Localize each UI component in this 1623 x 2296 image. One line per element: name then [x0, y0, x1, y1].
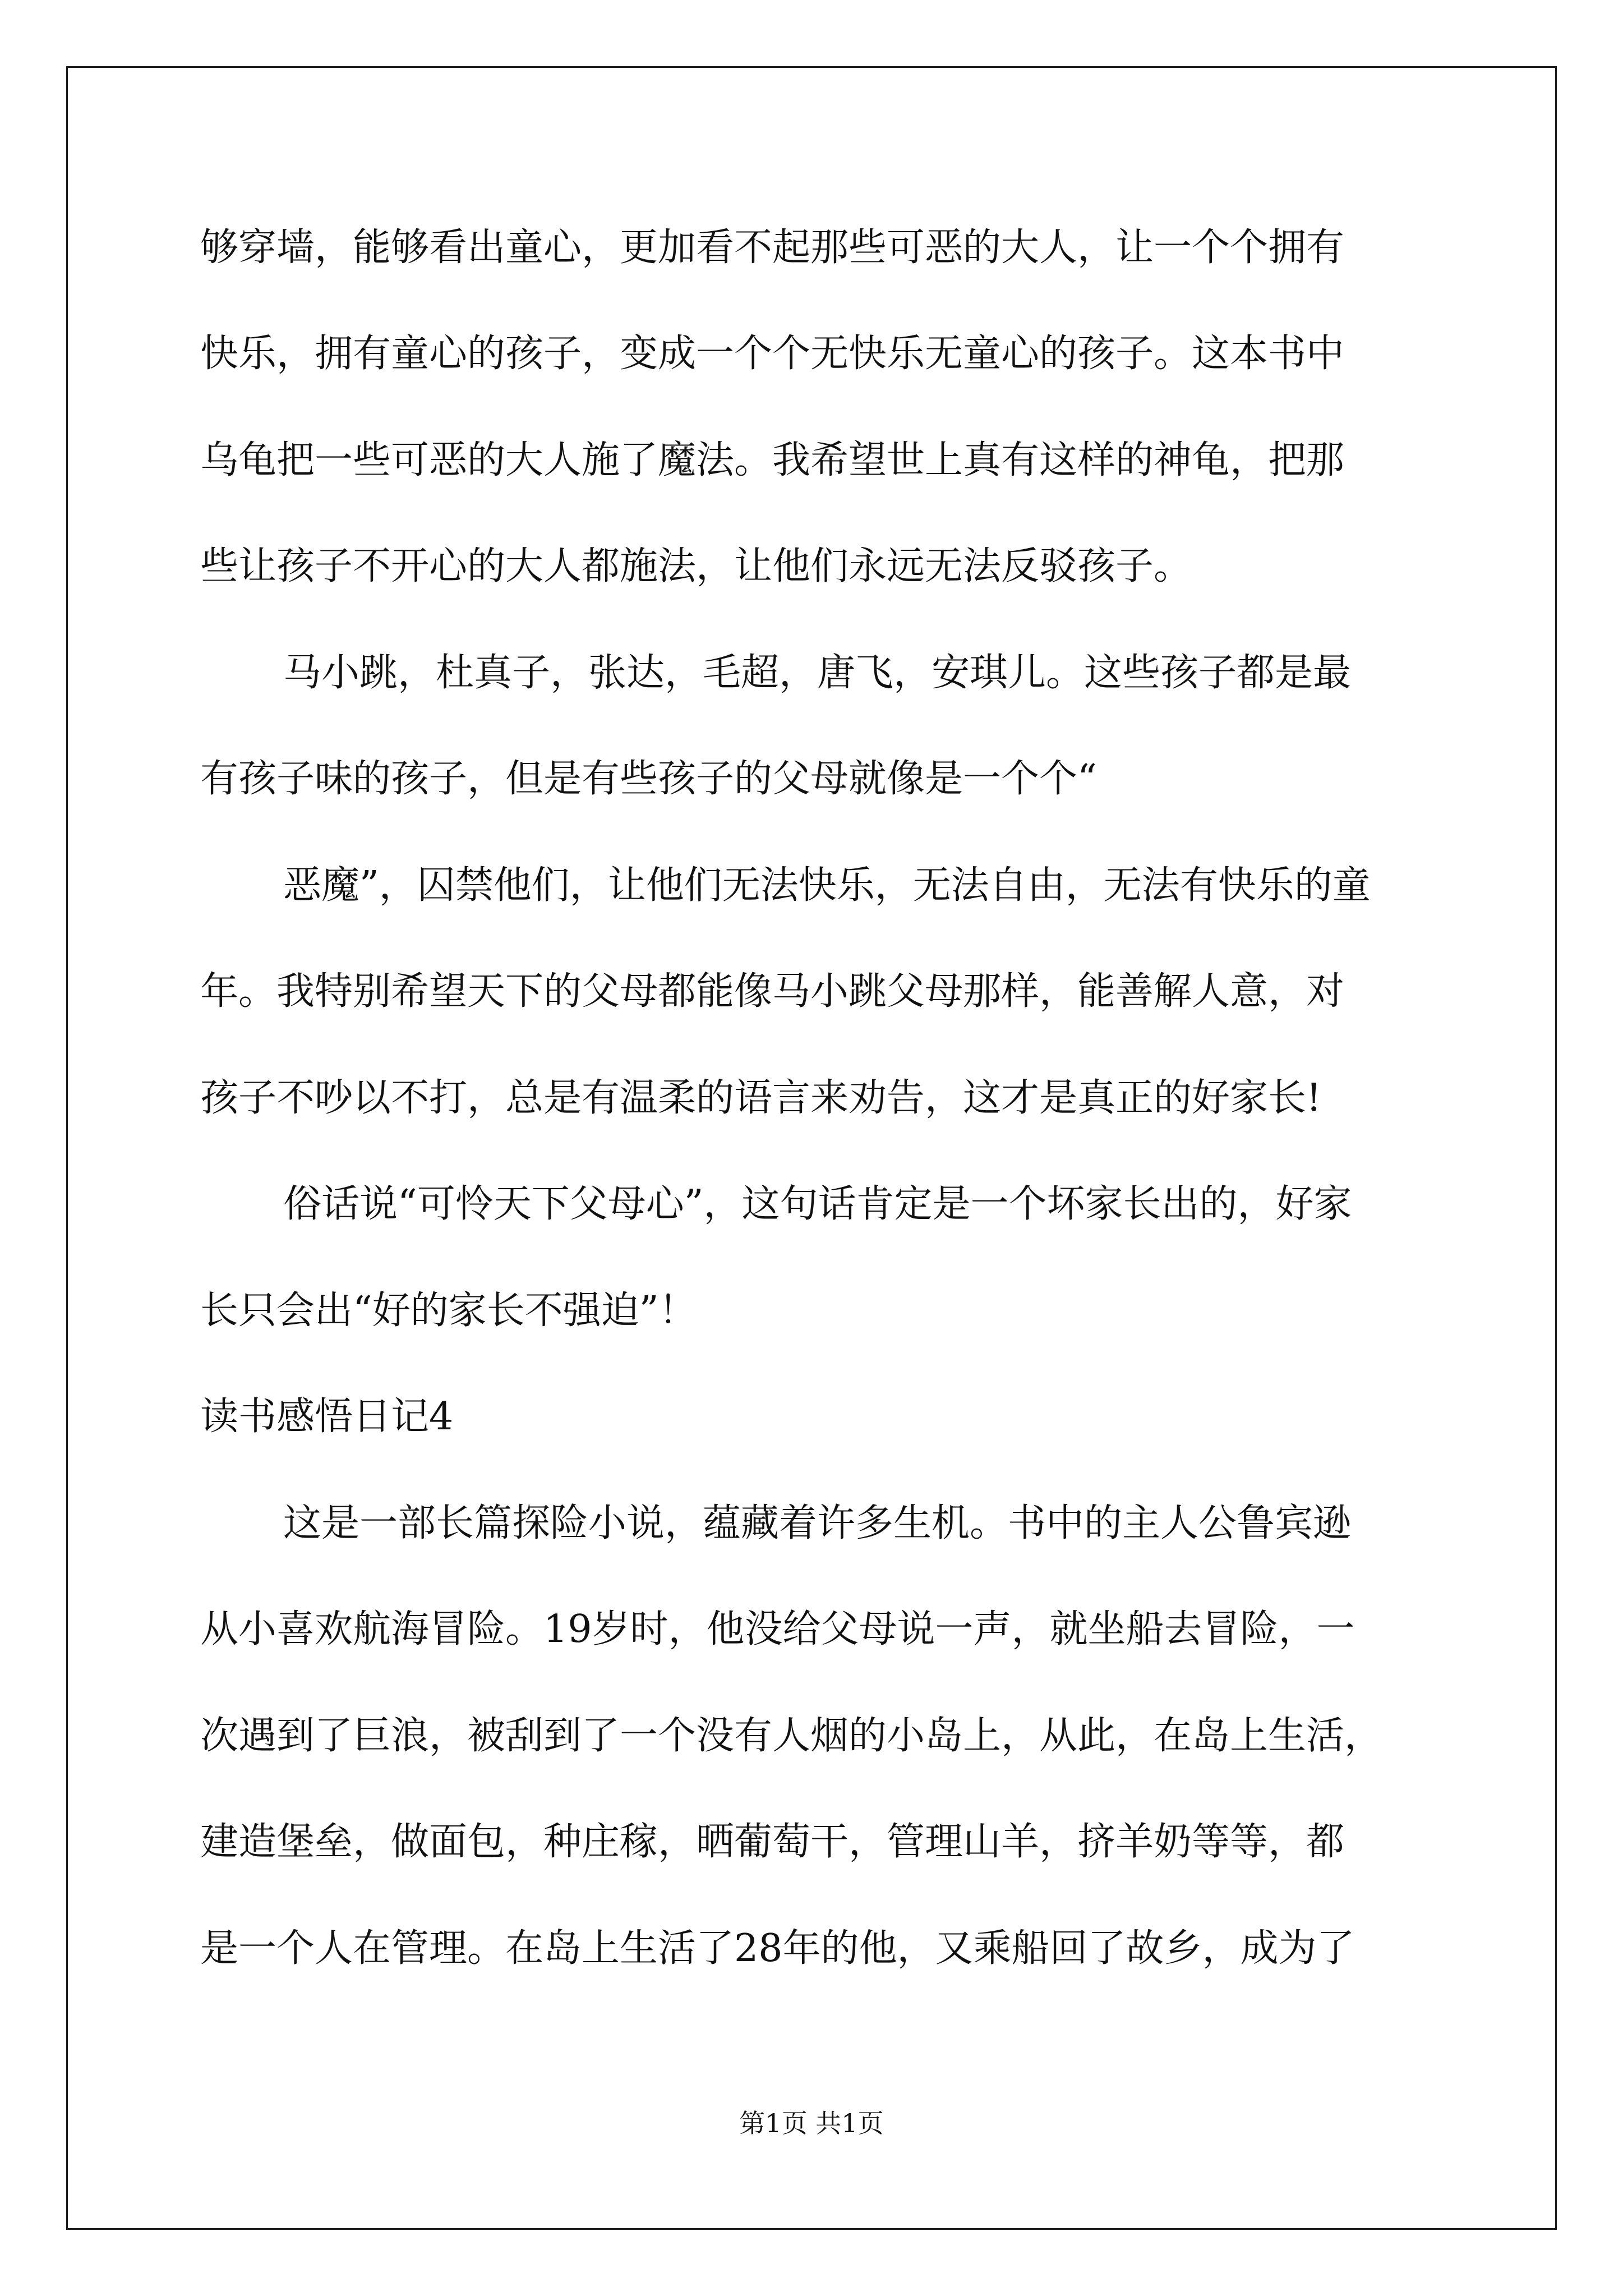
text-line-17: 是一个人在管理。在岛上生活了28年的他，又乘船回了故乡，成为了	[200, 1926, 1355, 1971]
page-border	[66, 66, 1557, 2230]
text-line-6: 有孩子味的孩子，但是有些孩子的父母就像是一个个“	[200, 757, 1097, 801]
text-line-3: 乌龟把一些可恶的大人施了魔法。我希望世上真有这样的神龟，把那	[200, 438, 1345, 482]
text-line-2: 快乐，拥有童心的孩子，变成一个个无快乐无童心的孩子。这本书中	[200, 332, 1345, 376]
text-line-13: 这是一部长篇探险小说，蕴藏着许多生机。书中的主人公鲁宾逊	[283, 1501, 1352, 1545]
text-line-15: 次遇到了巨浪，被刮到了一个没有人烟的小岛上，从此，在岛上生活，	[200, 1714, 1383, 1758]
text-line-16: 建造堡垒，做面包，种庄稼，晒葡萄干，管理山羊，挤羊奶等等，都	[200, 1820, 1345, 1864]
text-line-8: 年。我特别希望天下的父母都能像马小跳父母那样，能善解人意，对	[200, 969, 1345, 1014]
text-line-11: 长只会出“好的家长不强迫”！	[200, 1289, 697, 1333]
text-line-4: 些让孩子不开心的大人都施法，让他们永远无法反驳孩子。	[200, 544, 1192, 588]
page-footer: 第1页 共1页	[739, 2108, 884, 2138]
text-line-14: 从小喜欢航海冒险。19岁时，他没给父母说一声，就坐船去冒险，一	[200, 1607, 1355, 1651]
text-line-5: 马小跳，杜真子，张达，毛超，唐飞，安琪儿。这些孩子都是最	[283, 651, 1352, 695]
section-heading: 读书感悟日记4	[200, 1395, 454, 1439]
text-line-1: 够穿墙，能够看出童心，更加看不起那些可恶的大人，让一个个拥有	[200, 226, 1345, 270]
text-line-9: 孩子不吵以不打，总是有温柔的语言来劝告，这才是真正的好家长!	[200, 1076, 1322, 1120]
text-line-7: 恶魔”，囚禁他们，让他们无法快乐，无法自由，无法有快乐的童	[283, 863, 1371, 908]
text-line-10: 俗话说“可怜天下父母心”，这句话肯定是一个坏家长出的，好家	[283, 1182, 1352, 1226]
